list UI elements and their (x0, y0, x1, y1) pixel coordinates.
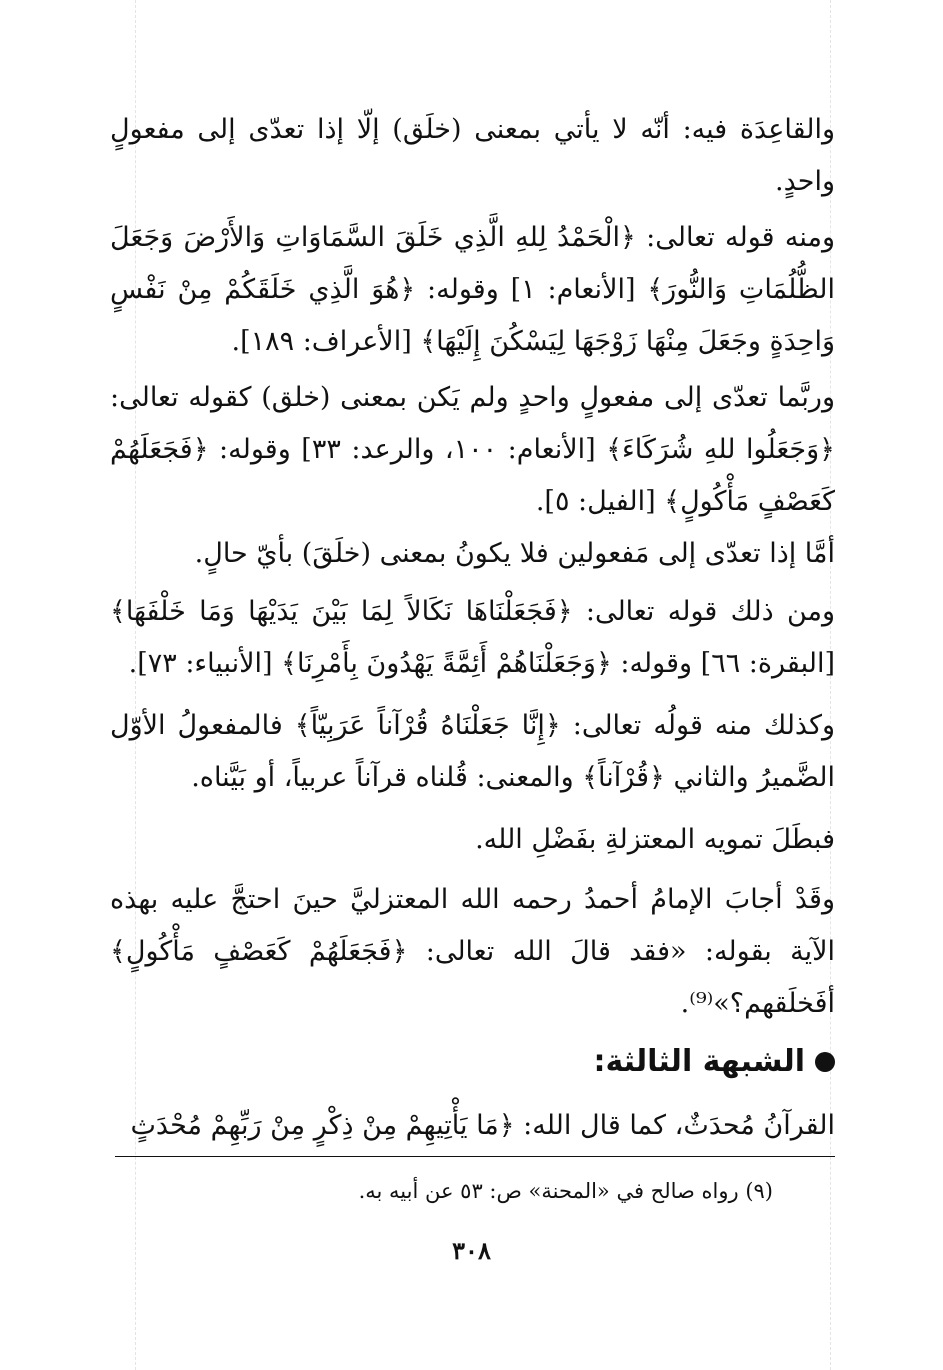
bullet-icon (815, 1052, 835, 1072)
paragraph-two-objects: أمَّا إذا تعدّى إلى مَفعولين فلا يكونُ بمعنى (خلَقَ) بأيّ حالٍ. (194, 538, 835, 569)
section-heading-text: الشبهة الثالثة: (593, 1044, 805, 1079)
paragraph-conclusion: فبطَلَ تمويه المعتزلةِ بفَضْلِ الله. (475, 824, 835, 855)
section-heading (593, 1040, 835, 1084)
page-number: ٣٠٨ (452, 1236, 491, 1265)
paragraph-example-one-object: ومنه قوله تعالى: ﴿الْحَمْدُ لِلهِ الَّذِي خَلَقَ السَّمَاوَاتِ وَالأَرْضَ وَجَعَلَ الظُّلُمَاتِ وَالنُّورَ﴾ [الأنعام: ١] وقوله: ﴿هُوَ الَّذِي خَلَقَكُمْ مِنْ نَفْسٍ وَاحِدَةٍ وجَعَلَ مِنْهَا زَوْجَهَا لِيَسْكُنَ إِلَيْهَا﴾ [الأعراف: ١٨٩]. (110, 222, 835, 357)
footnote-divider (115, 1156, 835, 1157)
paragraph-example-two-objects: ومن ذلك قوله تعالى: ﴿فَجَعَلْنَاهَا نَكَالاً لِمَا بَيْنَ يَدَيْهَا وَمَا خَلْفَهَا﴾ [البقرة: ٦٦] وقوله: ﴿وَجَعَلْنَاهُمْ أَئِمَّةً يَهْدُونَ بِأَمْرِنَا﴾ [الأنبياء: ٧٣]. (110, 596, 835, 679)
paragraph-exception: وربَّما تعدّى إلى مفعولٍ واحدٍ ولم يَكن بمعنى (خلق) كقوله تعالى: ﴿وَجَعَلُوا للهِ شُرَكَاءَ﴾ [الأنعام: ١٠٠، والرعد: ٣٣] وقوله: ﴿فَجَعَلَهُمْ كَعَصْفٍ مَأْكُولٍ﴾ [الفيل: ٥]. (110, 382, 835, 517)
paragraph-third-doubt: القرآنُ مُحدَثٌ، كما قال الله: ﴿مَا يَأْتِيهِمْ مِنْ ذِكْرٍ مِنْ رَبِّهِمْ مُحْدَثٍ (130, 1110, 835, 1141)
paragraph-rule: والقاعِدَة فيه: أنّه لا يأتي بمعنى (خلَق) إلّا إذا تعدّى إلى مفعولٍ واحدٍ. (110, 114, 835, 197)
paragraph-quran-arabic: وكذلك منه قولُه تعالى: ﴿إِنَّا جَعَلْنَاهُ قُرْآناً عَرَبِيّاً﴾ فالمفعولُ الأوّل الضَّميرُ والثاني ﴿قُرْآناً﴾ والمعنى: قُلناه قرآناً عربياً، أو بَيَّناه. (110, 710, 835, 793)
paragraph-imam-ahmad: وقَدْ أجابَ الإمامُ أحمدُ رحمه الله المعتزليَّ حينَ احتجَّ عليه بهذه الآية بقوله: «فقد قالَ الله تعالى: ﴿فَجَعَلَهُمْ كَعَصْفٍ مَأْكُولٍ﴾ أفَخلَقهم؟»⁽⁹⁾. (110, 884, 835, 1019)
footnote: (٩) رواه صالح في «المحنة» ص: ٥٣ عن أبيه به. (358, 1179, 773, 1203)
